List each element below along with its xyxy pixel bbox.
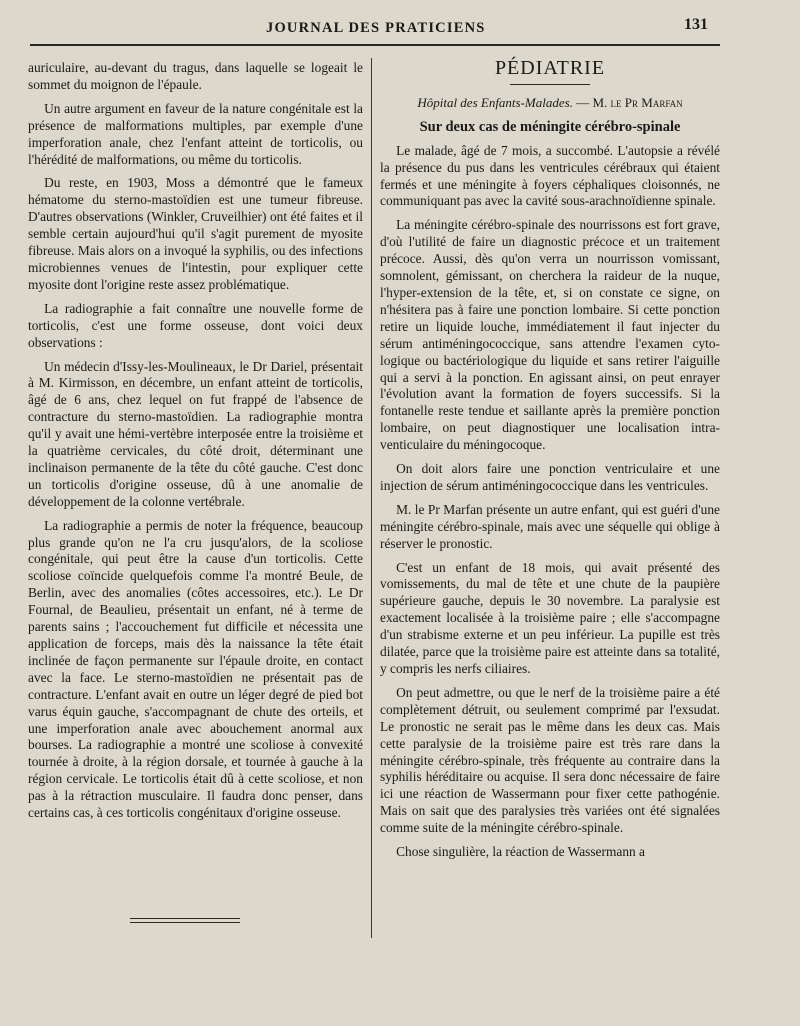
paragraph: auriculaire, au-devant du tragus, dans laquelle se logeait le sommet du moignon de l'épaule.	[28, 60, 363, 92]
paragraph: M. le Pr Marfan présente un autre enfant, qui est guéri d'une méningite cérébro-spinale, mais avec une séquelle qui oblige à réserver le pronostic.	[380, 501, 720, 551]
journal-title: JOURNAL DES PRATICIENS	[266, 20, 486, 36]
section-title-rule	[510, 84, 590, 85]
paragraph: Du reste, en 1903, Moss a démontré que le fameux hématome du sterno-mastoïdien est une tumeur fibreuse. D'autres observations (Winkler, Cruveilhier) ont été faites et il semble certain aujourd'hui qu'il s'agit purement de myosite fibreuse. Mais alors on a invoqué la syphilis, ou des infections microbiennes venues de l'intestin, pour expliquer cette myosite dont l'origine reste assez problématique.	[28, 175, 363, 292]
article-title: Sur deux cas de méningite cérébro-spinale	[419, 118, 681, 135]
paragraph: Un autre argument en faveur de la nature congénitale est la présence de malformations multiples, par exemple d'une imperforation anale, chez l'enfant atteint de torticolis, ou l'hérédité de malformations, ou même du torticolis.	[28, 100, 363, 167]
paragraph: La radiographie a permis de noter la fréquence, beaucoup plus grande qu'on ne l'a cru jusqu'alors, de la scoliose congénitale, qui peut être la cause d'un torticolis. Cette scoliose coïncide quelquefois comme l'a montré Beule, de Berlin, avec des anomalies (côtes accessoires, etc.). Le Dr Fournal, de Beaulieu, présentait un enfant, né à terme de parents sains ; l'accouchement fut difficile et nécessita une application de forceps, mais dès la naissance la tête était inclinée de façon permanente sur l'épaule droite, en contact avec la face. Le sterno-mastoïdien ne présentait pas de contracture. L'enfant avait en outre un léger degré de pied bot varus équin gauche, s'accompagnant de chute des orteils, et une imperforation anale avec abouchement anormal aux bourses. La radiographie a montré une scoliose à convexité tournée à droite, à la région dorsale, et tournée à gauche à la région cervicale. Le torticolis était dû à cette scoliose, et non pas à la rétraction musculaire. Il faudra donc penser, dans certains cas, à ces torticolis congénitaux d'origine osseuse.	[28, 517, 363, 821]
end-of-article-rule	[130, 918, 240, 923]
header-rule	[30, 44, 720, 46]
running-header	[0, 14, 800, 44]
paragraph: On peut admettre, ou que le nerf de la troisième paire a été complètement détruit, ou seulement comprimé par l'exsudat. Le pronostic ne serait pas le même dans les deux cas. Mais cette paralysie de la troisième paire est très rare dans la méningite cérébro-spinale, très fréquente au contraire dans la syphilis héréditaire ou acquise. Il sera donc nécessaire de faire ici une réaction de Wassermann pour fixer cette pathogénie. Mais on sait que des paralysies très variées ont été signalées comme suite de la méningite cérébro-spinale.	[380, 684, 720, 836]
byline-separator: —	[572, 94, 593, 110]
right-column	[380, 57, 720, 868]
paragraph: Le malade, âgé de 7 mois, a succombé. L'autopsie a révélé la présence du pus dans les ventricules cérébraux qui étaient fermés et une méningite à foyers céphaliques cloisonnés, ne communiquant pas avec la cavité sous-arachnoïdienne spinale.	[380, 142, 720, 209]
paragraph: Un médecin d'Issy-les-Moulineaux, le Dr Dariel, présentait à M. Kirmisson, en décembre, un enfant atteint de torticolis, âgé de 6 ans, chez lequel on fut frappé de l'absence de contracture du sterno-mastoïdien. La radiographie montra qu'il y avait une hémi-vertèbre interposée entre la troisième et la quatrième cervicales, du côté droit, déterminant une inclinaison permanente de la tête du côté gauche. C'est donc un torticolis d'origine osseuse, dû à une anomalie de développement de la colonne vertébrale.	[28, 358, 363, 509]
left-column	[28, 60, 363, 829]
paragraph: On doit alors faire une ponction ventriculaire et une injection de sérum antiméningococcique dans les ventricules.	[380, 461, 720, 493]
paragraph: C'est un enfant de 18 mois, qui avait présenté des vomissements, du mal de tête et une chute de la paupière supérieure gauche, depuis le 30 novembre. La paralysie est exactement localisée à la troisième paire ; elle s'accompagne d'un strabisme externe et un peu inférieur. La pupille est très dilatée, parce que la troisième paire est atteinte dans sa totalité, y compris les nerfs ciliaires.	[380, 559, 720, 676]
section-title: PÉDIATRIE	[494, 57, 606, 79]
article-byline	[380, 95, 720, 112]
paragraph: La radiographie a fait connaître une nouvelle forme de torticolis, c'est une forme osseuse, dont voici deux observations :	[28, 300, 363, 350]
paragraph: Chose singulière, la réaction de Wassermann a	[396, 844, 646, 860]
hospital-name: Hôpital des Enfants-Malades.	[417, 94, 573, 110]
page-number: 131	[684, 16, 708, 33]
author: M. le Pr Marfan	[592, 94, 683, 110]
paragraph: La méningite cérébro-spinale des nourrissons est fort grave, d'où l'utilité de faire un diagnostic précoce et un traitement précoce. Aussi, dès qu'on verra un nourrisson vomissant, somnolent, gémissant, on cherchera la raideur de la nuque, l'hyper-extension de la tête, et, si on constate ce signe, on n'hésitera pas à faire une ponction lombaire. Si cette ponction retire un liquide louche, immédiatement il faut injecter du sérum antiméningococcique, sans attendre l'examen cyto-logique ou bactériologique du liquide et sans retirer l'aiguille qui a servi à la ponction. En agissant ainsi, on peut enrayer l'évolution avant la formation de foyers successifs. Si la fontanelle reste tendue et saillante après la première ponction lombaire, on peut diagnostiquer une localisation intra-venticulaire du méningocoque.	[380, 217, 720, 453]
column-divider	[371, 58, 372, 938]
